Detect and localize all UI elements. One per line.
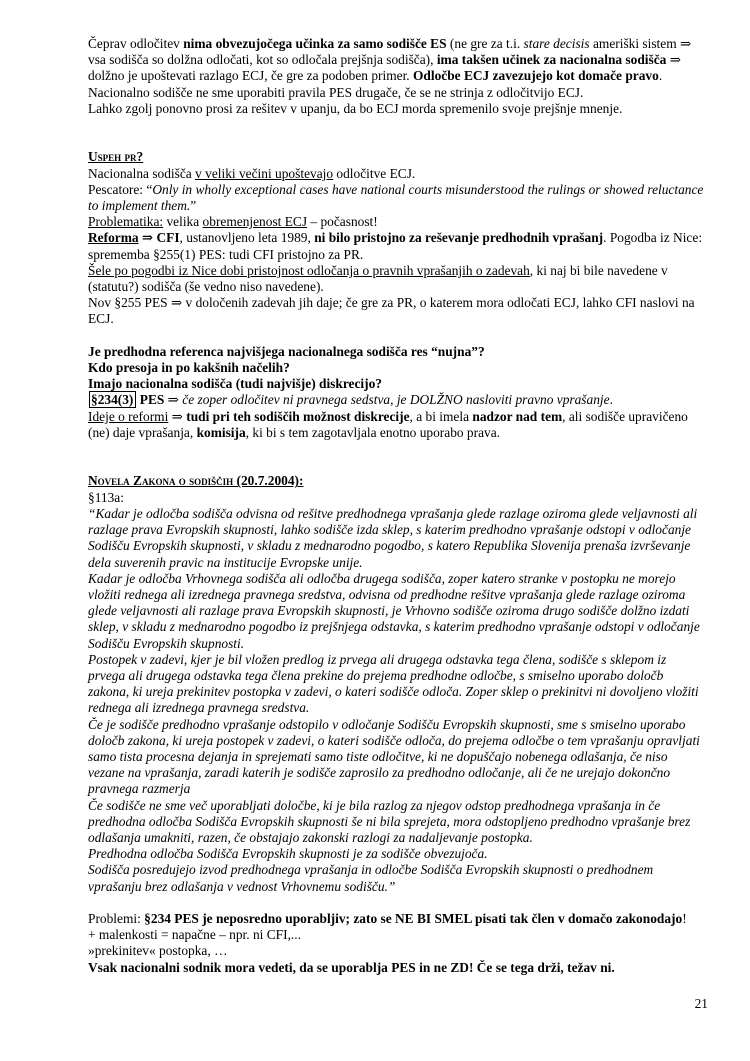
text-segment: obremenjenost ECJ [202,214,308,230]
text-segment: nima obvezujočega učinka za samo sodišče ES [183,36,447,51]
text-segment: stare decisis [523,36,590,51]
text-segment: Novela Zakona o sodiščih (20.7.2004): [88,473,304,489]
text-segment: Lahko zgolj ponovno prosi za rešitev v upanju, da bo ECJ morda spremenilo svoje prejšnje mnenje. [88,100,623,116]
text-segment: Je predhodna referenca najvišjega nacionalnega sodišča res “nujna”? [88,343,485,359]
text-segment: ameriški sistem ⇒ vsa sodišča so dolžna odločati, kot so odločala prejšnja sodišča), [88,36,692,68]
text-line [88,392,704,408]
text-line [88,149,704,165]
text-segment: nadzor nad tem [472,408,563,424]
text-line [88,182,704,214]
text-segment: če zoper odločitev ni pravnega sedstva, je DOLŽNO nasloviti pravno vprašanje [182,392,610,408]
text-segment: §234 PES je neposredno uporabljiv; zato se NE BI SMEL pisati tak člen v domačo zakonodajo [144,910,683,926]
text-segment: . Pogodba iz Nice: sprememba §255(1) PES: tudi CFI pristojno za PR. [88,230,703,262]
text-segment: velika [163,214,203,230]
text-line [88,295,704,327]
blank-line [88,441,704,457]
text-segment: ni bilo pristojno za reševanje predhodnih vprašanj [314,230,604,246]
text-line [88,473,704,489]
text-line [88,927,704,943]
text-segment: + malenkosti = napačne – npr. ni CFI,... [88,927,301,943]
text-line [88,490,704,506]
text-segment: Odločbe ECJ zavezujejo kot domače pravo [412,68,659,84]
text-line [88,846,704,862]
blank-line [88,117,704,133]
text-segment: Reforma [88,230,139,246]
text-line [88,717,704,798]
text-segment: odločitve ECJ. [333,165,416,181]
text-line [88,409,704,441]
text-segment: . [609,392,613,408]
text-line [88,911,704,927]
text-segment: ⇒ [168,408,187,424]
text-segment: , a bi imela [409,408,473,424]
text-line [88,376,704,392]
text-segment: Vsak nacionalni sodnik mora vedeti, da se uporablja PES in ne ZD! Če se tega drži, težav ni. [88,959,615,975]
text-segment: Nacionalno sodišče ne sme uporabiti pravila PES drugače, če se ne strinja z odločitvijo ECJ. [88,84,584,100]
text-segment: Problematika: [88,214,164,230]
text-segment: Imajo nacionalna sodišča (tudi najvišje) diskrecijo? [88,376,382,392]
text-line [88,652,704,717]
text-line [88,214,704,230]
text-segment: . [658,68,663,84]
text-segment: PES [139,392,165,408]
text-segment: v veliki večini upoštevajo [195,165,334,181]
text-segment: Pescatore: “ [88,181,153,197]
text-segment: (ne gre za t.i. [446,36,524,51]
text-segment: Kadar je odločba Vrhovnega sodišča ali odločba drugega sodišča, zoper katero stranke v postopku ne morejo vložiti rednega ali izrednega pravnega sredstva, odvisna od predhodne rešitve vprašanja glede razlage oziroma glede veljavnosti ali razlage prava Evropskih skupnosti, je Vrhovno sodišče oziroma drugo sodišče dolžno izdati sklep, v skladu z mednarodno pogodbo iz prejšnjega odstavka, s katerim predhodno vprašanje odstopi v odločanje Sodišču Evropskih skupnosti. [88,570,700,651]
text-segment: Če sodišče ne sme več uporabljati določbe, ki je bila razlog za njegov odstop predhodnega vprašanja in če predhodna odločba Sodišča Evropskih skupnosti še ni bila sprejeta, mora odstopljeno predhodno vprašanje brez odlašanja umakniti, razen, če obstajajo zakonski razlogi za nadaljevanje postopka. [88,797,691,845]
text-segment: ⇒ [164,392,183,408]
text-segment: Če je sodišče predhodno vprašanje odstopilo v odločanje Sodišču Evropskih skupnosti, sme s smiselno uporabo določb zakona, ki ureja postopek v zadevi, o kateri sodišče odloča, do prejema odločbe o tem vprašanju opravljati samo tista procesna dejanja in sprejemati samo tiste odločitve, ki ne dopuščajo nobenega odlašanja, če niso vezane na vprašanja, zaradi katerih je sodišče zaprosilo za predhodno odločanje, ali če ne urejajo dokončno pravnega razmerja [88,716,700,797]
text-segment: §234(3) [89,391,136,408]
text-segment: CFI [156,230,180,246]
text-line [88,230,704,262]
text-line [88,85,704,101]
text-line [88,263,704,295]
text-segment: tudi pri teh sodiščih možnost diskrecije [186,408,410,424]
text-segment: ” [190,198,197,214]
text-line [88,101,704,117]
text-line [88,166,704,182]
text-segment: , ki bi s tem zagotavljala enotno uporabo prava. [245,424,501,440]
text-segment: ! [682,910,687,926]
text-segment: Čeprav odločitev [88,36,184,51]
text-segment: Nacionalna sodišča [88,165,196,181]
text-line [88,798,704,847]
text-segment: – počasnost! [307,214,378,230]
blank-line [88,328,704,344]
text-segment: Kdo presoja in po kakšnih načelih? [88,360,290,376]
text-segment: Postopek v zadevi, kjer je bil vložen predlog iz prvega ali drugega odstavka tega člena, sodišče s sklepom iz prvega ali drugega odstavka tega člena prekine do prejema predhodne odločbe, s smiselno uporabo določb zakona, ki ureja prekinitev postopka v zadevi, o kateri sodišče odloča. Zoper sklep o prekinitvi ni dovoljeno vložiti rednega ali izrednega pravnega sredstva. [88,651,699,716]
text-segment: Šele po pogodbi iz Nice dobi pristojnost odločanja o pravnih vprašanjih o zadevah [88,262,530,278]
text-segment: Uspeh pr? [88,149,144,165]
text-segment: Ideje o reformi [88,408,169,424]
page-number: 21 [694,996,708,1011]
text-segment: ima takšen učinek za nacionalna sodišča [436,52,667,68]
text-segment: »prekinitev« postopka, … [88,943,228,959]
text-segment: , ki naj bi bile navedene v (statutu?) sodišča (še vedno niso navedene). [88,262,668,295]
text-segment: , ustanovljeno leta 1989, [179,230,315,246]
text-line [88,506,704,571]
text-segment: Nov §255 PES ⇒ v določenih zadevah jih daje; če gre za PR, o katerem mora odločati ECJ, lahko CFI naslovi na ECJ. [88,295,695,327]
text-segment: , ali sodišče upravičeno (ne) daje vprašanja, [88,408,688,440]
text-segment: Predhodna odločba Sodišča Evropskih skupnosti je za sodišče obvezujoča. [88,846,488,862]
text-line [88,571,704,652]
blank-line [88,133,704,149]
text-segment: Problemi: [88,910,145,926]
text-segment: Sodišča posredujejo izvod predhodnega vprašanja in odločbe Sodišča Evropskih skupnosti o predhodnem vprašanju brez odlašanja v vednost Vrhovnemu sodišču.” [88,862,654,894]
text-segment: §113a: [88,489,124,505]
blank-line [88,457,704,473]
text-line [88,862,704,894]
text-line [88,943,704,959]
text-line [88,344,704,360]
document-body [88,36,704,976]
text-line [88,360,704,376]
blank-line [88,895,704,911]
text-segment: Only in wholly exceptional cases have national courts misunderstood the rulings or showed reluctance to implement them. [88,181,704,214]
text-line [88,960,704,976]
text-segment: “Kadar je odločba sodišča odvisna od rešitve predhodnega vprašanja glede razlage oziroma glede veljavnosti ali razlage prava Evropskih skupnosti, lahko sodišče izda sklep, s katerim predhodno vprašanje odstopi v odločanje Sodišču Evropskih skupnosti, v skladu z mednarodno pogodbo, s katero Republika Slovenija prenaša izvrševanje dela suverenih pravic na institucije Evropske unije. [88,505,698,570]
text-segment: komisija [196,424,246,440]
text-segment: ⇒ dolžno je upoštevati razlago ECJ, če gre za podoben primer. [88,52,681,84]
text-line [88,36,704,85]
text-segment: ⇒ [138,230,157,246]
